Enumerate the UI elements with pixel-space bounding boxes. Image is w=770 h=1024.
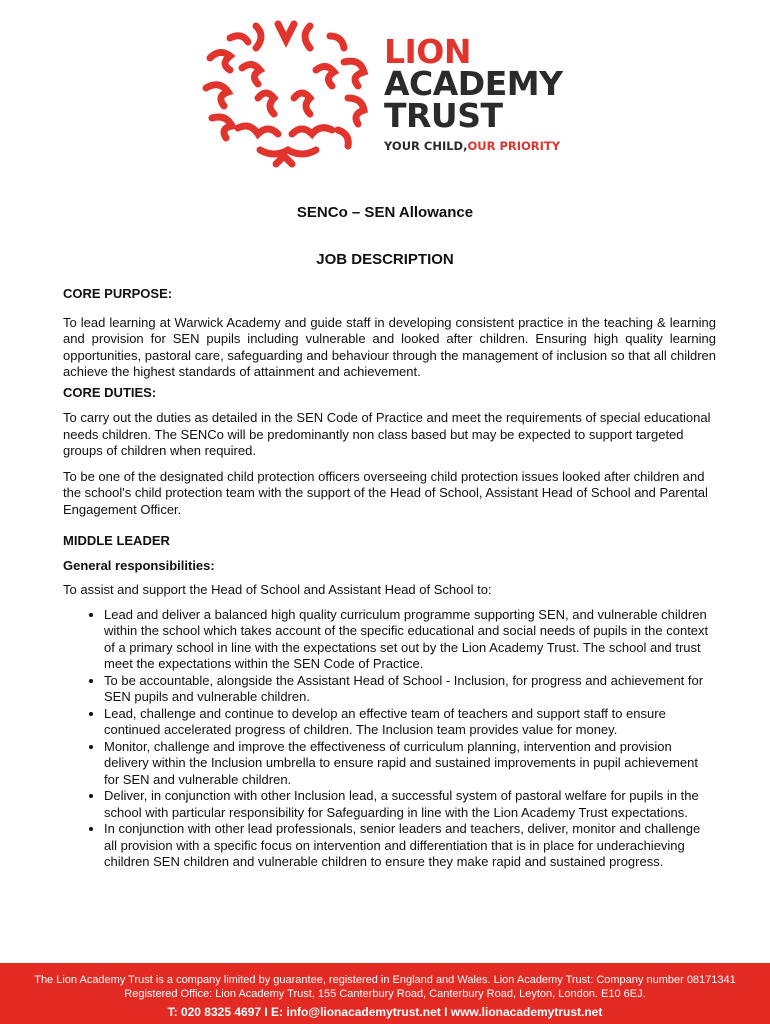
core-duties-heading: CORE DUTIES:	[63, 384, 157, 400]
logo-line-2: ACADEMY	[384, 64, 563, 103]
footer	[0, 963, 770, 1024]
core-purpose-text: To lead learning at Warwick Academy and guide staff in developing consistent practice in the teaching & learning and provision for SEN pupils including vulnerable and looked after children. Ensuring high quality learning opportunities, pastoral care, safeguarding and behaviour through the management of inclusion so that all children achieve the highest standards of attainment and achievement.	[63, 314, 716, 379]
list-item: • In conjunction with other lead professionals, senior leaders and teachers, deliver, monitor and challenge all provision with a specific focus on intervention and differentiation that is in place for underachieving children SEN children and vulnerable children to ensure they make rapid and sustained progress.	[104, 821, 716, 871]
assist-intro: To assist and support the Head of School and Assistant Head of School to:	[63, 582, 492, 597]
list-item: • Deliver, in conjunction with other Inclusion lead, a successful system of pastoral welfare for pupils in the school with particular responsibility for Safeguarding in line with the Lion Academy Trust expectations.	[104, 788, 716, 821]
footer-registered-office: Registered Office: Lion Academy Trust, 155 Canterbury Road, Canterbury Road, Leyton, London. E10 6EJ.	[124, 988, 646, 1000]
core-duties-paragraph-1: To carry out the duties as detailed in the SEN Code of Practice and meet the requirements of special educational needs children. The SENCo will be predominantly non class based but may be expected to support targeted groups of children when required.	[63, 410, 711, 458]
responsibilities-list	[63, 607, 716, 871]
list-item: • Lead, challenge and continue to develop an effective team of teachers and support staff to ensure continued accelerated progress of children. The Inclusion team provides value for money.	[104, 706, 716, 739]
footer-contact: T: 020 8325 4697 I E: info@lionacademytrust.net I www.lionacademytrust.net	[167, 1005, 603, 1019]
logo-line-3: TRUST	[384, 96, 503, 135]
core-purpose-heading: CORE PURPOSE:	[63, 286, 173, 301]
general-responsibilities-heading: General responsibilities:	[63, 557, 215, 573]
logo-tagline	[384, 139, 562, 153]
logo-line-1: LION	[384, 32, 471, 71]
tagline-part-1: YOUR CHILD,	[384, 139, 468, 153]
document-subtitle: JOB DESCRIPTION	[316, 251, 454, 268]
lion-icon	[198, 18, 378, 168]
list-item: • Lead and deliver a balanced high quality curriculum programme supporting SEN, and vulnerable children within the school which takes account of the specific educational and social needs of pupils in the context of a primary school in line with the expectations set out by the Lion Academy Trust. The school and trust meet the expectations within the SEN Code of Practice.	[104, 607, 716, 673]
core-duties-paragraph-2: To be one of the designated child protection officers overseeing child protection issues looked after children and the school's child protection team with the support of the Head of School, Assistant Head of School and Parental Engagement Officer.	[63, 468, 708, 517]
middle-leader-heading: MIDDLE LEADER	[63, 533, 170, 548]
list-item: • To be accountable, alongside the Assistant Head of School - Inclusion, for progress and achievement for SEN pupils and vulnerable children.	[104, 673, 716, 706]
footer-company-info: The Lion Academy Trust is a company limited by guarantee, registered in England and Wales. Lion Academy Trust: Company number 08171341	[34, 974, 736, 986]
tagline-part-2: OUR PRIORITY	[467, 139, 561, 153]
logo-wordmark	[384, 32, 563, 153]
document-body	[63, 286, 716, 871]
document-title: SENCo – SEN Allowance	[296, 204, 474, 221]
list-item: • Monitor, challenge and improve the effectiveness of curriculum planning, intervention and provision delivery within the Inclusion umbrella to ensure rapid and sustained improvements in pupil achievement for SEN and vulnerable children.	[104, 739, 716, 789]
